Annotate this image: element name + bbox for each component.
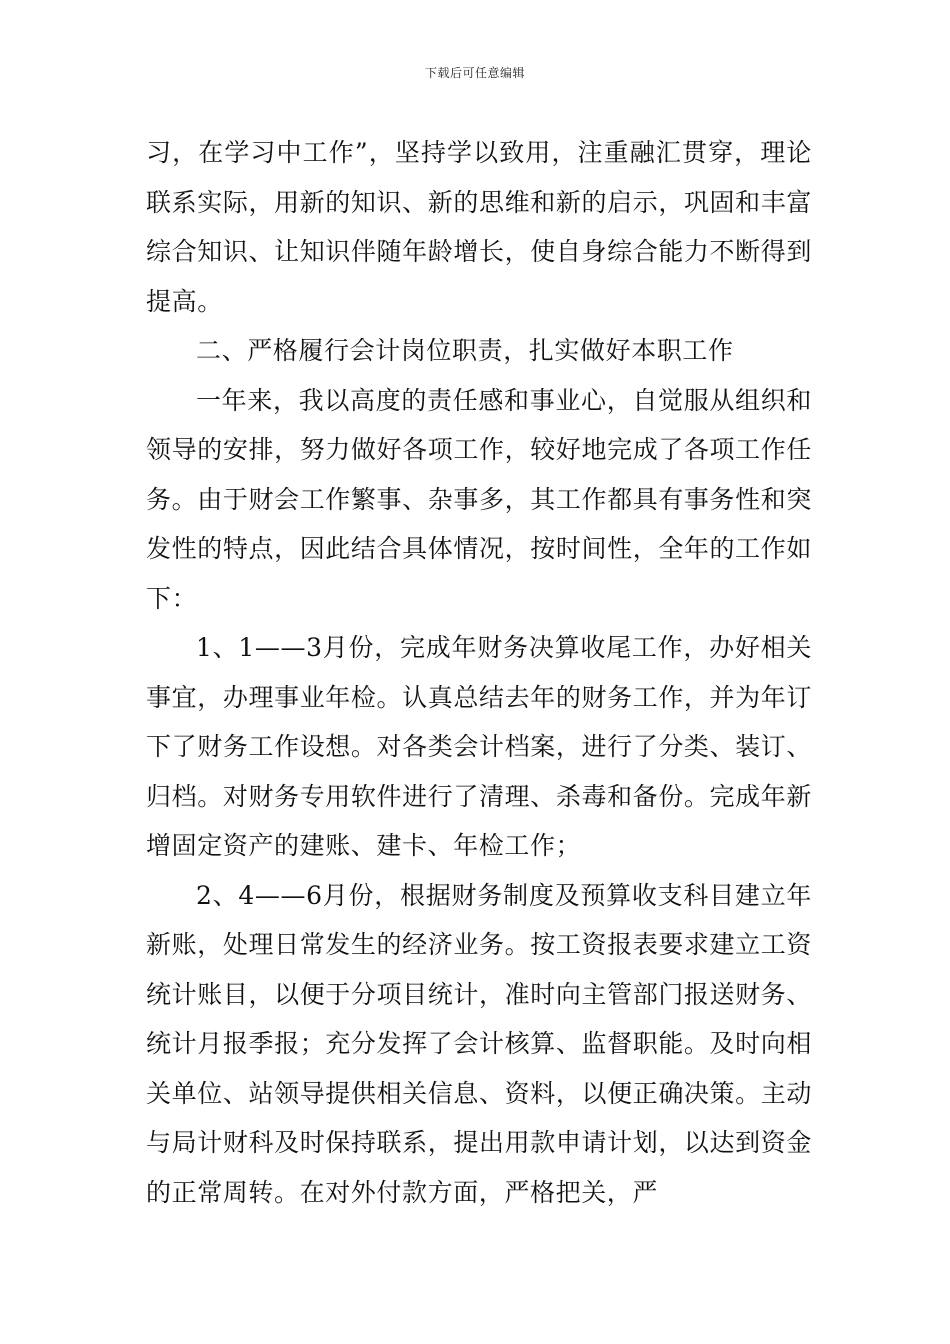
document-body (146, 128, 812, 1217)
section-heading: 二、严格履行会计岗位职责，扎实做好本职工作 (196, 336, 734, 365)
paragraph-intro: 一年来，我以高度的责任感和事业心，自觉服从组织和领导的安排，努力做好各项工作，较好地完成了各项工作任务。由于财会工作繁事、杂事多，其工作都具有事务性和突发性的特点，因此结合具体情况，按时间性，全年的工作如下： (146, 385, 812, 613)
paragraph-item-1: 1、1——3月份，完成年财务决算收尾工作，办好相关事宜，办理事业年检。认真总结去年的财务工作，并为年订下了财务工作设想。对各类会计档案，进行了分类、装订、归档。对财务专用软件进行了清理、杀毒和备份。完成年新增固定资产的建账、建卡、年检工作； (146, 633, 812, 860)
page-header: 下载后可任意编辑 (424, 66, 525, 80)
paragraph-item-2: 2、4——6月份，根据财务制度及预算收支科目建立年新账，处理日常发生的经济业务。按工资报表要求建立工资统计账目，以便于分项目统计，准时向主管部门报送财务、统计月报季报；充分发挥了会计核算、监督职能。及时向相关单位、站领导提供相关信息、资料，以便正确决策。主动与局计财科及时保持联系，提出用款申请计划，以达到资金的正常周转。在对外付款方面，严格把关，严 (146, 880, 812, 1207)
paragraph-continuation: 习，在学习中工作”，坚持学以致用，注重融汇贯穿，理论联系实际，用新的知识、新的思维和新的启示，巩固和丰富综合知识、让知识伴随年龄增长，使自身综合能力不断得到提高。 (146, 138, 812, 316)
